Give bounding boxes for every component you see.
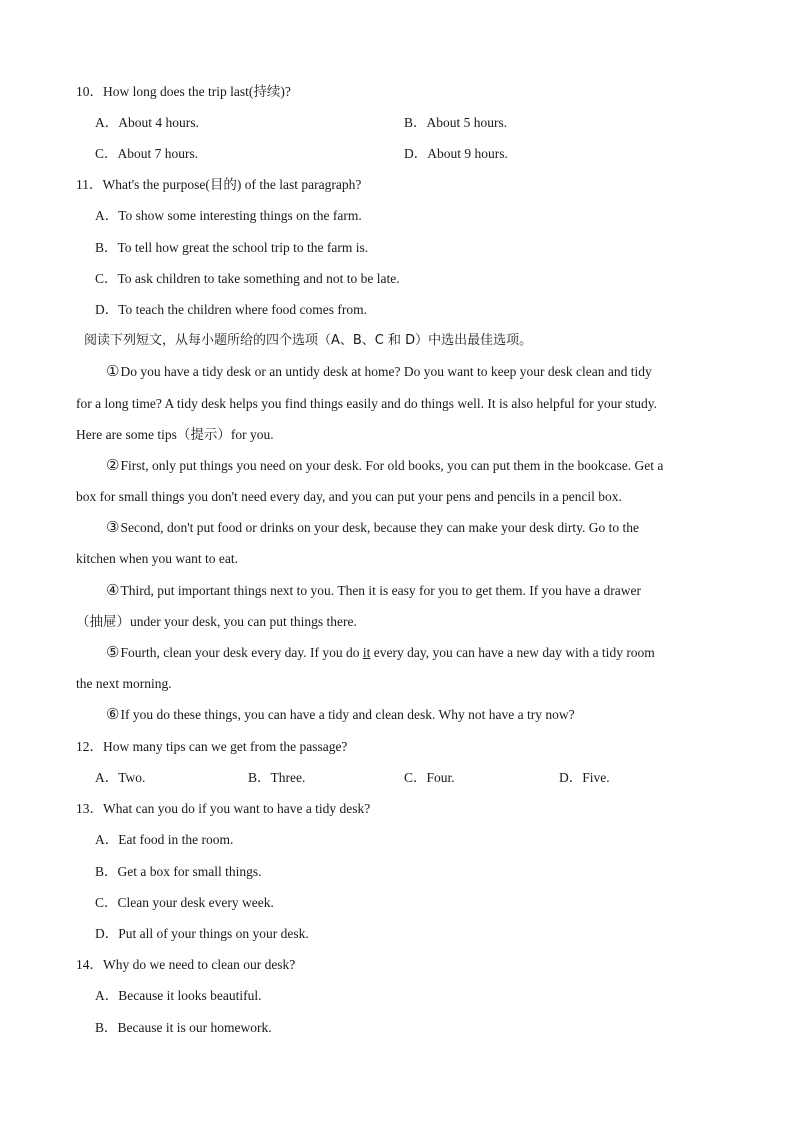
underlined-word-it: it (362, 645, 371, 660)
question-10-option-d[interactable]: D．About 9 hours. (404, 146, 508, 161)
question-13-option-b[interactable]: B．Get a box for small things. (95, 864, 262, 879)
passage-paragraph-1-line-3: Here are some tips（提示）for you. (76, 427, 274, 442)
paragraph-number-1: ① (106, 364, 120, 380)
passage-paragraph-1-line-2: for a long time? A tidy desk helps you find things easily and do things well. It is also helpful for your study. (76, 396, 658, 411)
question-11-option-d[interactable]: D．To teach the children where food comes from. (95, 302, 367, 317)
paragraph-number-2: ② (106, 458, 120, 474)
question-13-stem: 13．What can you do if you want to have a tidy desk? (76, 801, 371, 816)
question-12-option-d[interactable]: D．Five. (559, 770, 610, 785)
question-10-option-b[interactable]: B．About 5 hours. (404, 115, 508, 130)
passage-paragraph-1-line-1: ①Do you have a tidy desk or an untidy desk at home? Do you want to keep your desk clean and tidy (106, 364, 652, 380)
passage-paragraph-3-line-1: ③Second, don't put food or drinks on your desk, because they can make your desk dirty. Go to the (106, 520, 640, 536)
question-10-stem: 10．How long does the trip last(持续)? (76, 84, 291, 99)
question-12-option-a[interactable]: A．Two. (95, 770, 146, 785)
question-14-option-a[interactable]: A．Because it looks beautiful. (95, 988, 262, 1003)
passage-paragraph-3-line-2: kitchen when you want to eat. (76, 551, 238, 566)
question-12-option-c[interactable]: C．Four. (404, 770, 455, 785)
passage-paragraph-2-line-2: box for small things you don't need every day, and you can put your pens and pencils in a pencil box. (76, 489, 622, 504)
passage-paragraph-5-line-1: ⑤Fourth, clean your desk every day. If you do it every day, you can have a new day with a tidy room (106, 645, 655, 661)
question-14-option-b[interactable]: B．Because it is our homework. (95, 1020, 272, 1035)
question-13-option-c[interactable]: C．Clean your desk every week. (95, 895, 274, 910)
paragraph-number-5: ⑤ (106, 645, 120, 661)
question-12-option-b[interactable]: B．Three. (248, 770, 306, 785)
paragraph-number-3: ③ (106, 520, 120, 536)
question-13-option-d[interactable]: D．Put all of your things on your desk. (95, 926, 309, 941)
question-10-option-c[interactable]: C．About 7 hours. (95, 146, 199, 161)
question-10-option-a[interactable]: A．About 4 hours. (95, 115, 199, 130)
paragraph-number-6: ⑥ (106, 707, 120, 723)
question-12-stem: 12．How many tips can we get from the passage? (76, 739, 348, 754)
question-11-option-a[interactable]: A．To show some interesting things on the farm. (95, 208, 362, 223)
passage-paragraph-4-line-1: ④Third, put important things next to you. Then it is easy for you to get them. If you have a drawer (106, 583, 641, 599)
paragraph-number-4: ④ (106, 583, 120, 599)
passage-paragraph-4-line-2: （抽屉）under your desk, you can put things there. (76, 614, 357, 629)
passage-paragraph-6-line-1: ⑥If you do these things, you can have a tidy and clean desk. Why not have a try now? (106, 707, 575, 723)
question-11-option-b[interactable]: B．To tell how great the school trip to the farm is. (95, 240, 369, 255)
question-11-stem: 11．What's the purpose(目的) of the last paragraph? (76, 177, 362, 192)
question-14-stem: 14．Why do we need to clean our desk? (76, 957, 296, 972)
passage-paragraph-2-line-1: ②First, only put things you need on your desk. For old books, you can put them in the bookcase. Get a (106, 458, 664, 474)
reading-instruction: 阅读下列短文，从每小题所给的四个选项（A、B、C 和 D）中选出最佳选项。 (84, 333, 533, 348)
passage-paragraph-5-line-2: the next morning. (76, 676, 172, 691)
question-13-option-a[interactable]: A．Eat food in the room. (95, 832, 234, 847)
question-11-option-c[interactable]: C．To ask children to take something and not to be late. (95, 271, 400, 286)
